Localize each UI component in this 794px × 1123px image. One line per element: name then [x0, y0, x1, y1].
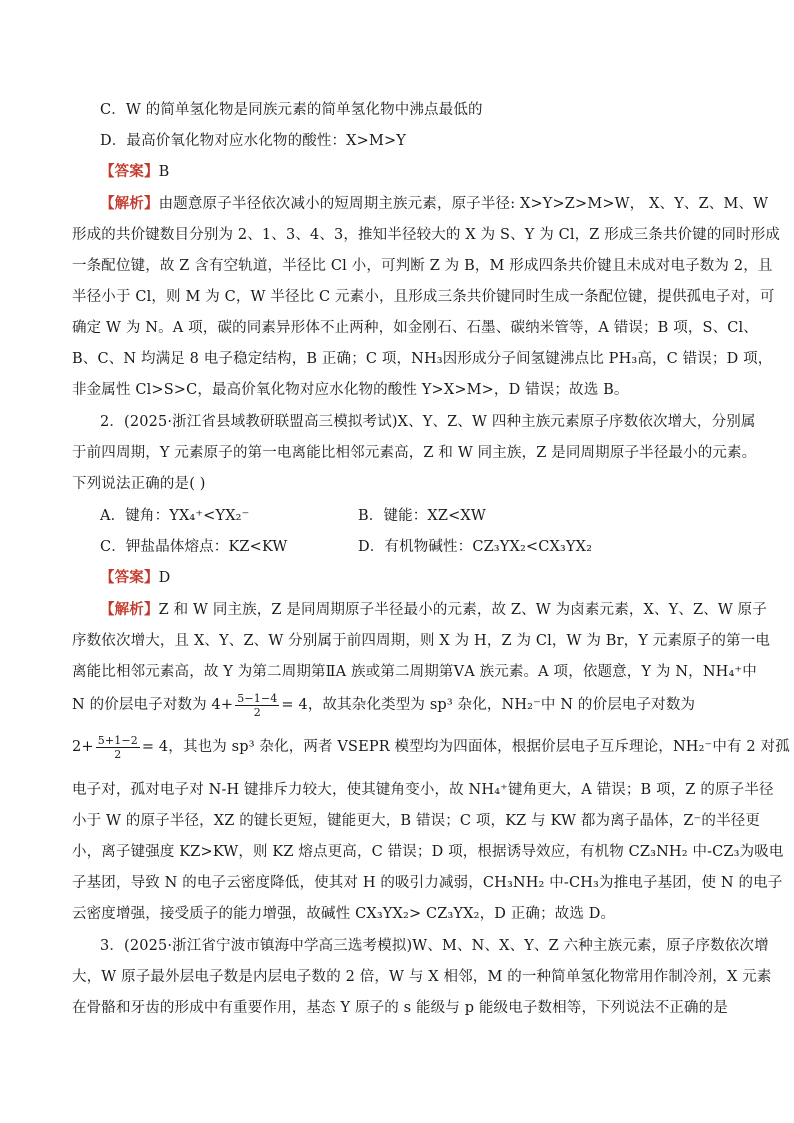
analysis-line: B、C、N 均满足 8 电子稳定结构，B 正确；C 项，NH₃因形成分子间氢键沸点比 PH₃高，C 错误；D 项， [72, 351, 773, 367]
analysis-label: 【解析】 [100, 601, 159, 618]
fraction-numerator: 5+1−2 [97, 733, 138, 747]
analysis-line: 电子对，孤对电子对 N-H 键排斥力较大，使其键角变小，故 NH₄⁺键角更大，A 错误；B 项，Z 的原子半径 [72, 782, 774, 798]
fraction-denominator: 2 [253, 705, 261, 719]
analysis-line: 离能比相邻元素高，故 Y 为第二周期第ⅡA 族或第二周期第ⅤA 族元素。A 项，依题意，Y 为 N，NH₄⁺中 [72, 664, 757, 680]
answer-line [100, 568, 760, 588]
answer-label: 【答案】 [100, 569, 159, 586]
answer-line [100, 162, 760, 182]
analysis-line [100, 600, 767, 620]
fraction [96, 734, 140, 761]
option-c: C．钾盐晶体熔点：KZ<KW [100, 539, 288, 555]
analysis-line: 小，离子键强度 KZ>KW，则 KZ 熔点更高，C 错误；D 项，根据诱导效应，有机物 CZ₃NH₂ 中-CZ₃为吸电 [72, 844, 784, 860]
analysis-formula-line [72, 690, 732, 720]
analysis-line [100, 194, 769, 214]
analysis-line: 形成的共价键数目分别为 2、1、3、4、3，推知半径较大的 X 为 S、Y 为 Cl，Z 形成三条共价键的同时形成 [72, 227, 781, 243]
formula-prefix: 2+ [72, 739, 94, 755]
question-stem: 大，W 原子最外层电子数是内层电子数的 2 倍，W 与 X 相邻，M 的一种简单氢化物常用作制冷剂，X 元素 [72, 969, 772, 985]
analysis-line: 非金属性 Cl>S>C，最高价氧化物对应水化物的酸性 Y>X>M>，D 错误；故选 B。 [72, 382, 629, 398]
question-stem: 2．(2025·浙江省县域教研联盟高三模拟考试)X、Y、Z、W 四种主族元素原子序数依次增大，分别属 [100, 414, 756, 430]
analysis-line: 小于 W 的原子半径，XZ 的键长更短，键能更大，B 错误；C 项，KZ 与 KW 都为离子晶体，Z⁻的半径更 [72, 813, 761, 829]
analysis-label: 【解析】 [100, 195, 159, 212]
fraction-numerator: 5−1−4 [237, 691, 278, 705]
analysis-text: 由题意原子半径依次减小的短周期主族元素，原子半径: X>Y>Z>M>W， X、Y、Z、M、W [158, 196, 769, 212]
option-d: D．最高价氧化物对应水化物的酸性：X>M>Y [100, 133, 406, 149]
analysis-line: 子基团，导致 N 的电子云密度降低，使其对 H 的吸引力减弱，CH₃NH₂ 中-CH₃为推电子基团，使 N 的电子 [72, 875, 783, 891]
answer-value: B [158, 164, 170, 180]
question-stem: 于前四周期，Y 元素原子的第一电离能比相邻元素高，Z 和 W 同主族，Z 是同周期原子半径最小的元素。 [72, 445, 757, 461]
analysis-line: 确定 W 为 N。A 项，碳的同素异形体不止两种，如金刚石、石墨、碳纳米管等，A 错误；B 项，S、Cl、 [72, 320, 758, 336]
analysis-line: 半径小于 Cl，则 M 为 C，W 半径比 C 元素小，且形成三条共价键同时生成一条配位键，提供孤电子对，可 [72, 289, 775, 305]
formula-suffix: = 4，故其杂化类型为 sp³ 杂化，NH₂⁻中 N 的价层电子对数为 [281, 697, 696, 713]
analysis-formula-line [72, 732, 790, 762]
option-a: A．键角：YX₄⁺<YX₂⁻ [100, 508, 250, 524]
option-c: C．W 的简单氢化物是同族元素的简单氢化物中沸点最低的 [100, 102, 483, 118]
answer-value: D [158, 570, 171, 586]
analysis-line: 序数依次增大，且 X、Y、Z、W 分别属于前四周期，则 X 为 H，Z 为 Cl，W 为 Br，Y 元素原子的第一电 [72, 633, 770, 649]
answer-label: 【答案】 [100, 163, 159, 180]
formula-prefix: N 的价层电子对数为 4+ [72, 697, 234, 713]
analysis-line: 一条配位键，故 Z 含有空轨道，半径比 Cl 小，可判断 Z 为 B，M 形成四条共价键且未成对电子数为 2，且 [72, 258, 773, 274]
fraction [235, 692, 279, 719]
question-stem: 下列说法正确的是( ) [72, 476, 206, 492]
analysis-text: Z 和 W 同主族，Z 是同周期原子半径最小的元素，故 Z、W 为卤素元素，X、Y、Z、W 原子 [158, 602, 767, 618]
fraction-denominator: 2 [114, 747, 122, 761]
analysis-line: 云密度增强，接受质子的能力增强，故碱性 CX₃YX₂> CZ₃YX₂，D 正确；故选 D。 [72, 906, 616, 922]
formula-suffix: = 4，其也为 sp³ 杂化，两者 VSEPR 模型均为四面体，根据价层电子互斥理论，NH₂⁻中有 2 对孤 [141, 739, 790, 755]
option-d: D．有机物碱性：CZ₃YX₂<CX₃YX₂ [358, 539, 593, 555]
question-stem: 3．(2025·浙江省宁波市镇海中学高三选考模拟)W、M、N、X、Y、Z 六种主族元素，原子序数依次增 [100, 938, 769, 954]
option-b: B．键能：XZ<XW [358, 508, 486, 524]
question-stem: 在骨骼和牙齿的形成中有重要作用，基态 Y 原子的 s 能级与 p 能级电子数相等，下列说法不正确的是 [72, 1000, 728, 1016]
